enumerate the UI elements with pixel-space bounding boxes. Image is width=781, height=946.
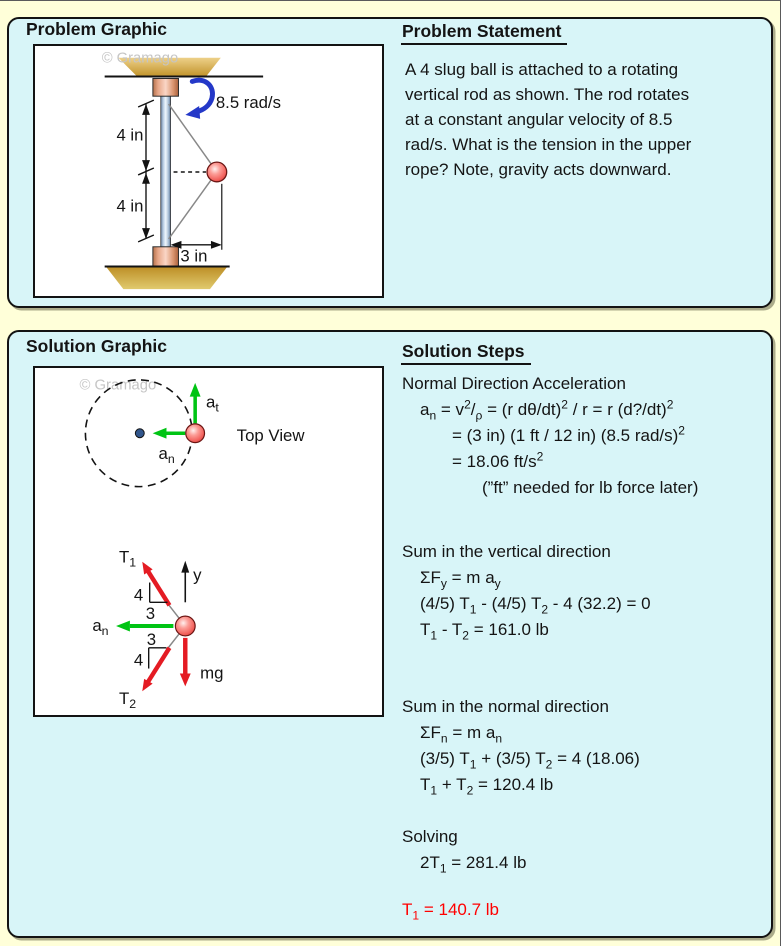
bottom-mount [153, 247, 179, 267]
dim-label-upper: 4 in [116, 125, 144, 145]
lower-triangle-horizontal-label: 3 [146, 629, 157, 649]
solution-step-line: = (3 in) (1 ft / 12 in) (8.5 rad/s)$^2$ [452, 423, 685, 445]
solution-step-line: $T_1 + T_2 = 120.4$ lb [420, 775, 554, 798]
final-answer: $T_1 = 140.7$ lb [402, 900, 499, 923]
t1-arrow [142, 562, 169, 605]
problem-graphic [35, 46, 382, 296]
upper-triangle-horizontal-label: 3 [145, 604, 156, 624]
solution-step-line: = 18.06 $ft/s^2$ [452, 449, 544, 471]
center-dot [135, 429, 144, 438]
problem-graphic-title: Problem Graphic [26, 19, 168, 39]
top-view-label: Top View [236, 426, 305, 446]
radius-label: 3 in [180, 246, 208, 266]
solution-steps-block [402, 371, 770, 501]
vertical-rod [161, 85, 171, 248]
problem-graphic-box [33, 44, 384, 298]
t1-label: $T_1$ [119, 547, 137, 570]
mg-label: mg [200, 663, 224, 683]
solution-graphic-box [33, 366, 384, 717]
t2-arrow [142, 648, 169, 691]
dim-label-lower: 4 in [116, 196, 144, 216]
mg-arrow [180, 638, 191, 686]
solution-step-line: Solving [402, 827, 458, 846]
solution-step-line: Sum in the vertical direction [402, 542, 611, 561]
watermark: © Gramago [79, 377, 157, 394]
ball-top-view [186, 424, 205, 443]
ball [207, 162, 227, 182]
solution-steps-block [402, 897, 770, 923]
solution-graphic-title: Solution Graphic [26, 336, 167, 356]
problem-statement-title: Problem Statement [401, 21, 567, 45]
solution-step-line: (3/5) $T_1 + (3/5) T_2 = 4$ (18.06) [420, 749, 640, 772]
statement-line: vertical rod as shown. The rod rotates [405, 85, 690, 104]
lower-triangle-vertical-label: 4 [133, 650, 144, 670]
solution-steps-block [402, 824, 770, 876]
t2-label: $T_2$ [119, 689, 137, 712]
solution-step-line: (”ft” needed for lb force later) [482, 478, 699, 497]
solution-step-line: Sum in the normal direction [402, 697, 609, 716]
solution-step-line: $2T_1 = 281.4$ lb [420, 853, 527, 876]
statement-line: at a constant angular velocity of 8.5 [405, 110, 673, 129]
at-arrow [190, 383, 201, 424]
top-mount [153, 78, 179, 96]
solution-step-line: Normal Direction Acceleration [402, 374, 626, 393]
lower-rope [169, 172, 217, 239]
y-axis-arrow [181, 561, 189, 603]
solution-step-line: $T_1 - T_2 = 161.0$ lb [420, 620, 549, 643]
solution-graphic [35, 368, 382, 715]
statement-line: A 4 slug ball is attached to a rotating [405, 60, 679, 79]
an-label-top: $a_n$ [158, 443, 175, 466]
solution-step-line: $\Sigma F_n = m$ $a_n$ [420, 723, 503, 746]
fbd-ball [175, 616, 195, 636]
at-label: $a_t$ [206, 392, 219, 415]
rotation-arrow-icon [185, 80, 212, 119]
y-axis-label: y [193, 565, 202, 585]
solution-step-line: (4/5) $T_1 - (4/5)$ $T_2 - 4$ (32.2) = 0 [420, 594, 651, 617]
problem-statement-text [405, 57, 769, 182]
an-label-fbd: $a_n$ [92, 615, 109, 638]
solution-steps-title: Solution Steps [401, 341, 531, 365]
solution-step-line: $\Sigma F_y = m$ $a_y$ [420, 568, 501, 591]
solution-step-line: $a_n = v^2/_\rho = (r$ dθ/dt)$^2$ / r = r (d?/dt)$^2$ [420, 397, 674, 423]
angular-velocity-label: 8.5 rad/s [215, 93, 281, 113]
statement-line: rope? Note, gravity acts downward. [405, 160, 672, 179]
upper-triangle-vertical-label: 4 [133, 585, 144, 605]
an-arrow-top [153, 428, 186, 439]
statement-line: rad/s. What is the tension in the upper [405, 135, 692, 154]
floor-gold [107, 267, 227, 289]
solution-steps-block [402, 539, 770, 643]
watermark: © Gramago [101, 50, 179, 67]
solution-steps-body [402, 371, 770, 923]
solution-steps-block [402, 694, 770, 798]
